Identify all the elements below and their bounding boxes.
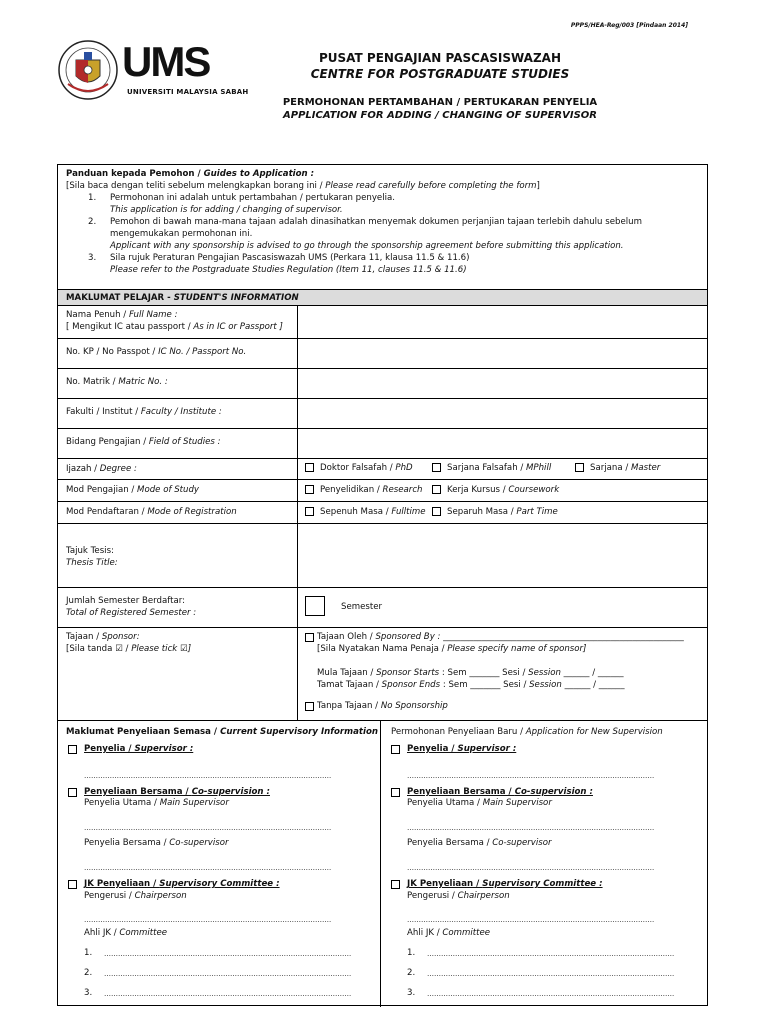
current-cosup-label: Penyeliaan Bersama / Co-supervision :	[84, 787, 270, 797]
degree-mphil-label: Sarjana Falsafah / MPhill	[447, 463, 552, 473]
new-supervisor-label: Penyelia / Supervisor :	[407, 744, 517, 754]
reg-parttime-checkbox[interactable]	[432, 507, 441, 516]
reg-fulltime-checkbox[interactable]	[305, 507, 314, 516]
thesis-field[interactable]	[300, 525, 700, 585]
degree-master-checkbox[interactable]	[575, 463, 584, 472]
new-ahli-field-1[interactable]: …………………………………………………………………………………………….	[427, 950, 675, 958]
current-cosup-checkbox[interactable]	[68, 788, 77, 797]
current-jk-label: JK Penyeliaan / Supervisory Committee :	[84, 879, 280, 889]
form-title-en: APPLICATION FOR ADDING / CHANGING OF SUPERVISOR	[283, 110, 597, 121]
student-section-title: MAKLUMAT PELAJAR - STUDENT'S INFORMATION	[66, 293, 299, 303]
field-label: Bidang Pengajian / Field of Studies :	[66, 437, 221, 447]
guide-intro: [Sila baca dengan teliti sebelum melengkapkan borang ini / Please read carefully before completing the form]	[66, 181, 540, 191]
sponsor-start[interactable]: Mula Tajaan / Sponsor Starts : Sem _______ Sesi / Session ______ / ______	[317, 668, 624, 678]
degree-label: Ijazah / Degree :	[66, 464, 137, 474]
mode-label: Mod Pengajian / Mode of Study	[66, 485, 200, 495]
mode-coursework-checkbox[interactable]	[432, 485, 441, 494]
guide-item-en: Please refer to the Postgraduate Studies Regulation (Item 11, clauses 11.5 & 11.6)	[110, 265, 467, 275]
current-ahli-field-1[interactable]: …………………………………………………………………………………………….	[104, 950, 352, 958]
current-co-sup-field[interactable]: …………………………………………………………………………………………….	[84, 864, 332, 872]
new-cosup-label: Penyeliaan Bersama / Co-supervision :	[407, 787, 593, 797]
current-supervisor-field[interactable]: …………………………………………………………………………………………….	[84, 772, 332, 780]
ums-crest-icon	[58, 38, 118, 102]
guide-item-ms: Sila rujuk Peraturan Pengajian Pascasiswazah UMS (Perkara 11, klausa 11.5 & 11.6)	[110, 253, 470, 263]
current-main-sup-field[interactable]: …………………………………………………………………………………………….	[84, 824, 332, 832]
degree-phd-label: Doktor Falsafah / PhD	[320, 463, 413, 473]
reg-parttime-label: Separuh Masa / Part Time	[447, 507, 558, 517]
guide-item-num: 1.	[88, 193, 97, 203]
sponsor-name-note: [Sila Nyatakan Nama Penaja / Please specify name of sponsor]	[317, 644, 587, 654]
guide-item-en: This application is for adding / changing of supervisor.	[110, 205, 343, 215]
guide-title: Panduan kepada Pemohon / Guides to Application :	[66, 169, 315, 179]
current-ahli-field-2[interactable]: …………………………………………………………………………………………….	[104, 970, 352, 978]
matric-label: No. Matrik / Matric No. :	[66, 377, 168, 387]
guide-item-en: Applicant with any sponsorship is advised to go through the sponsorship agreement before submitting this application.	[110, 241, 624, 251]
guide-item-ms-cont: mengemukakan permohonan ini.	[110, 229, 253, 239]
degree-mphil-checkbox[interactable]	[432, 463, 441, 472]
current-supervisor-label: Penyelia / Supervisor :	[84, 744, 194, 754]
new-main-sup-field[interactable]: …………………………………………………………………………………………….	[407, 824, 655, 832]
new-ahli-label: Ahli JK / Committee	[407, 928, 491, 938]
form-title-ms: PERMOHONAN PERTAMBAHAN / PERTUKARAN PENYELIA	[282, 97, 598, 108]
thesis-label: Tajuk Tesis:	[66, 546, 114, 556]
no-sponsor-label: Tanpa Tajaan / No Sponsorship	[317, 701, 448, 711]
new-cosup-checkbox[interactable]	[391, 788, 400, 797]
fullname-label: Nama Penuh / Full Name :	[66, 310, 178, 320]
sponsored-by-label: Tajaan Oleh / Sponsored By : ________________________________________________________	[317, 632, 684, 642]
mode-coursework-label: Kerja Kursus / Coursework	[447, 485, 560, 495]
ic-label: No. KP / No Passpot / IC No. / Passport No.	[66, 347, 247, 357]
sponsored-checkbox[interactable]	[305, 633, 314, 642]
new-ahli-field-2[interactable]: …………………………………………………………………………………………….	[427, 970, 675, 978]
current-ahli-num: 1.	[84, 948, 93, 958]
new-jk-label: JK Penyeliaan / Supervisory Committee :	[407, 879, 603, 889]
guide-item-num: 2.	[88, 217, 97, 227]
logo-subtitle: UNIVERSITI MALAYSIA SABAH	[127, 88, 249, 96]
new-chair-label: Pengerusi / Chairperson	[407, 891, 510, 901]
new-ahli-num: 2.	[407, 968, 416, 978]
current-supervisor-checkbox[interactable]	[68, 745, 77, 754]
semester-count-box[interactable]	[305, 596, 325, 616]
new-ahli-num: 3.	[407, 988, 416, 998]
new-supervisor-checkbox[interactable]	[391, 745, 400, 754]
guide-item-ms: Permohonan ini adalah untuk pertambahan / pertukaran penyelia.	[110, 193, 395, 203]
field-input[interactable]	[300, 430, 700, 456]
current-chair-field[interactable]: …………………………………………………………………………………………….	[84, 916, 332, 924]
fullname-field[interactable]	[300, 307, 700, 337]
centre-title-en: CENTRE FOR POSTGRADUATE STUDIES	[310, 67, 570, 81]
sponsor-note: [Sila tanda ☑ / Please tick ☑]	[66, 644, 192, 654]
mode-research-checkbox[interactable]	[305, 485, 314, 494]
current-co-sup-label: Penyelia Bersama / Co-supervisor	[84, 838, 229, 848]
faculty-field[interactable]	[300, 400, 700, 426]
sponsor-label: Tajaan / Sponsor:	[66, 632, 140, 642]
semester-label: Jumlah Semester Berdaftar:	[66, 596, 186, 606]
registration-label: Mod Pendaftaran / Mode of Registration	[66, 507, 237, 517]
guide-item-ms: Pemohon di bawah mana-mana tajaan adalah dinasihatkan menyemak dokumen perjanjian tajaan terlebih dahulu sebelum	[110, 217, 642, 227]
new-ahli-num: 1.	[407, 948, 416, 958]
new-ahli-field-3[interactable]: …………………………………………………………………………………………….	[427, 990, 675, 998]
degree-master-label: Sarjana / Master	[590, 463, 661, 473]
degree-phd-checkbox[interactable]	[305, 463, 314, 472]
new-supervisor-field[interactable]: …………………………………………………………………………………………….	[407, 772, 655, 780]
new-co-sup-label: Penyelia Bersama / Co-supervisor	[407, 838, 552, 848]
current-chair-label: Pengerusi / Chairperson	[84, 891, 187, 901]
form-reference: PPPS/HEA-Reg/003 [Pindaan 2014]	[570, 22, 688, 29]
new-main-sup-label: Penyelia Utama / Main Supervisor	[407, 798, 552, 808]
fullname-note: [ Mengikut IC atau passport / As in IC or Passport ]	[66, 322, 283, 332]
application-form	[57, 164, 708, 1006]
matric-field[interactable]	[300, 370, 700, 396]
sponsor-end[interactable]: Tamat Tajaan / Sponsor Ends : Sem _______ Sesi / Session ______ / ______	[317, 680, 625, 690]
current-ahli-field-3[interactable]: …………………………………………………………………………………………….	[104, 990, 352, 998]
new-jk-checkbox[interactable]	[391, 880, 400, 889]
guide-item-num: 3.	[88, 253, 97, 263]
semester-label-en: Total of Registered Semester :	[66, 608, 197, 618]
no-sponsor-checkbox[interactable]	[305, 702, 314, 711]
ic-field[interactable]	[300, 340, 700, 366]
reg-fulltime-label: Sepenuh Masa / Fulltime	[320, 507, 426, 517]
current-ahli-num: 2.	[84, 968, 93, 978]
new-chair-field[interactable]: …………………………………………………………………………………………….	[407, 916, 655, 924]
current-main-sup-label: Penyelia Utama / Main Supervisor	[84, 798, 229, 808]
new-co-sup-field[interactable]: …………………………………………………………………………………………….	[407, 864, 655, 872]
faculty-label: Fakulti / Institut / Faculty / Institute :	[66, 407, 222, 417]
current-ahli-num: 3.	[84, 988, 93, 998]
current-supervision-title: Maklumat Penyeliaan Semasa / Current Supervisory Information	[66, 727, 378, 737]
current-jk-checkbox[interactable]	[68, 880, 77, 889]
thesis-label-en: Thesis Title:	[66, 558, 118, 568]
current-ahli-label: Ahli JK / Committee	[84, 928, 168, 938]
new-supervision-title: Permohonan Penyeliaan Baru / Application for New Supervision	[391, 727, 663, 737]
centre-title-ms: PUSAT PENGAJIAN PASCASISWAZAH	[319, 51, 561, 65]
logo-wordmark: UMS	[122, 38, 210, 85]
semester-unit: Semester	[341, 602, 383, 612]
mode-research-label: Penyelidikan / Research	[320, 485, 423, 495]
